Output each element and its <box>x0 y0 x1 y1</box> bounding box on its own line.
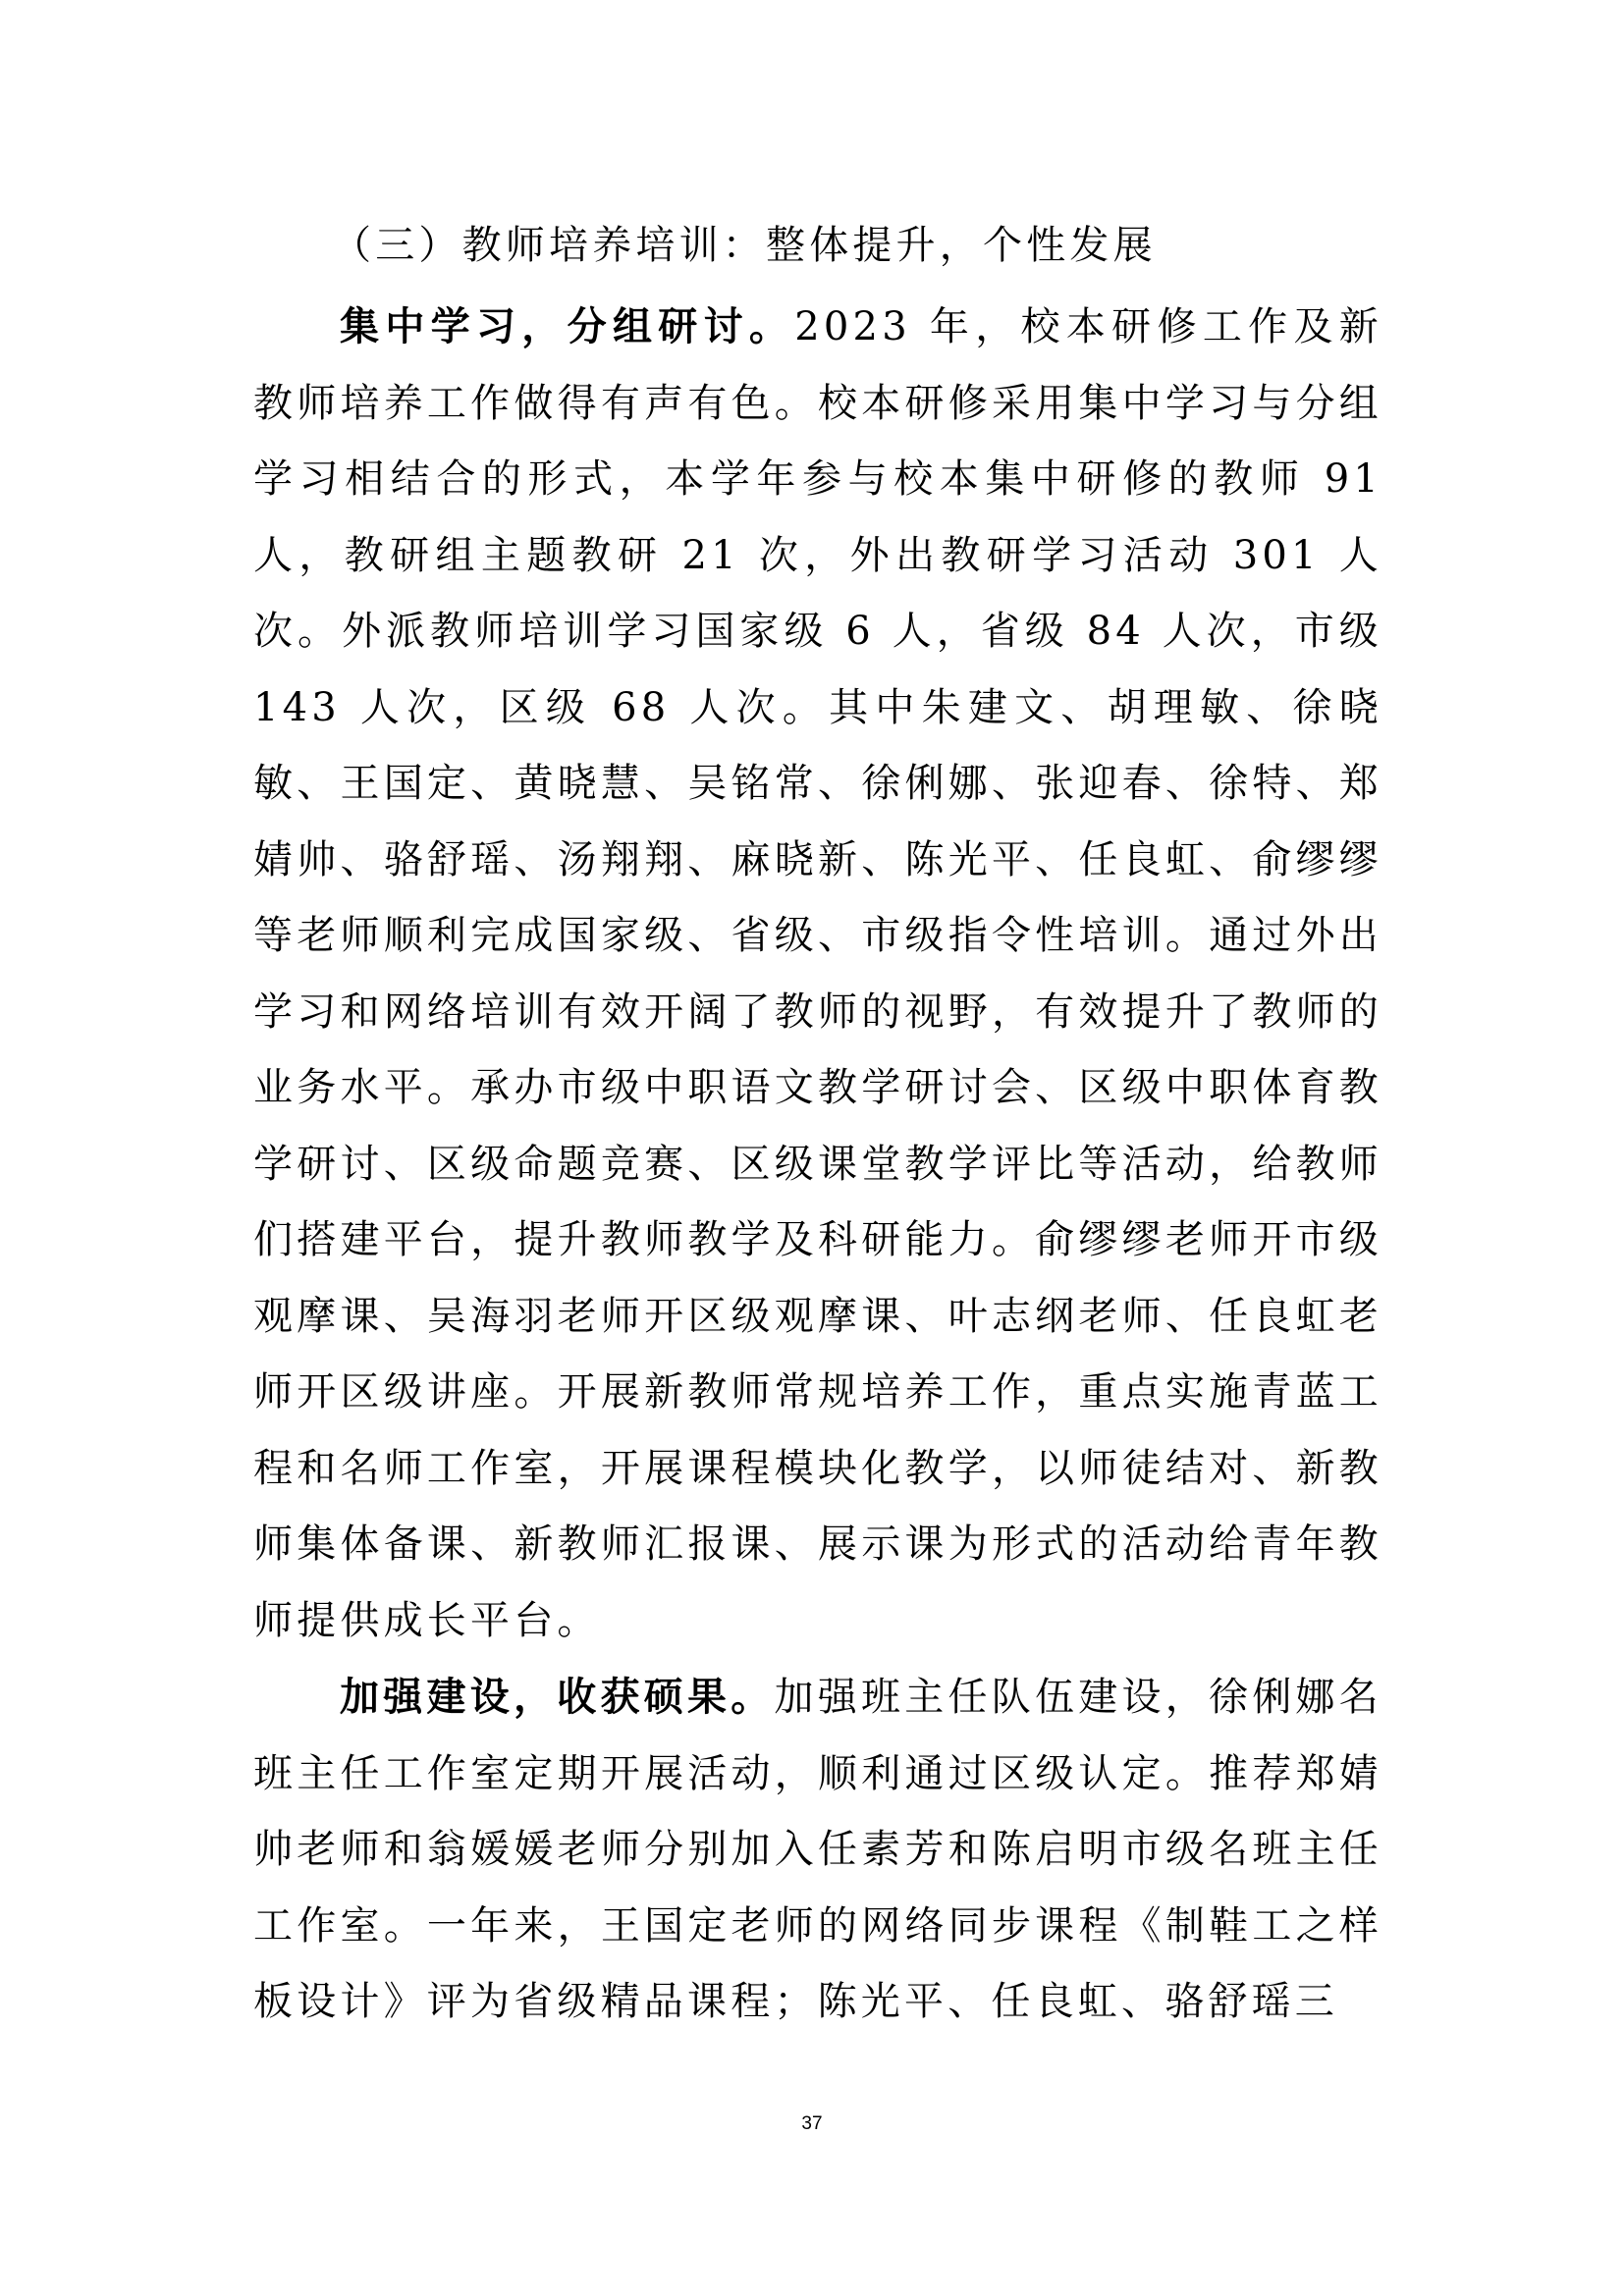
page-number: 37 <box>801 2113 823 2134</box>
paragraph-construction <box>253 1659 1382 2041</box>
paragraph-training <box>253 289 1382 1659</box>
section-heading: （三）教师培养培训：整体提升，个性发展 <box>332 223 1157 268</box>
paragraph-lead: 加强建设，收获硕果。 <box>340 1674 775 1720</box>
body-text <box>253 289 1382 2041</box>
paragraph-body: 加强班主任队伍建设，徐俐娜名班主任工作室定期开展活动，顺利通过区级认定。推荐郑婧帅老师和翁媛媛老师分别加入任素芳和陈启明市级名班主任工作室。一年来，王国定老师的网络同步课程《制鞋工之样板设计》评为省级精品课程；陈光平、任良虹、骆舒瑶三 <box>253 1675 1383 2024</box>
paragraph-lead: 集中学习，分组研讨。 <box>340 303 795 349</box>
paragraph-body: 2023 年，校本研修工作及新教师培养工作做得有声有色。校本研修采用集中学习与分组学习相结合的形式，本学年参与校本集中研修的教师 91 人，教研组主题教研 21 次，外出教研学习活动 301 人次。外派教师培训学习国家级 6 人，省级 84 人次，市级 143 人次，区级 68 人次。其中朱建文、胡理敏、徐晓敏、王国定、黄晓慧、吴铭常、徐俐娜、张迎春、徐特、郑婧帅、骆舒瑶、汤翔翔、麻晓新、陈光平、任良虹、俞缪缪等老师顺利完成国家级、省级、市级指令性培训。通过外出学习和网络培训有效开阔了教师的视野，有效提升了教师的业务水平。承办市级中职语文教学研讨会、区级中职体育教学研讨、区级命题竞赛、区级课堂教学评比等活动，给教师们搭建平台，提升教师教学及科研能力。俞缪缪老师开市级观摩课、吴海羽老师开区级观摩课、叶志纲老师、任良虹老师开区级讲座。开展新教师常规培养工作，重点实施青蓝工程和名师工作室，开展课程模块化教学，以师徒结对、新教师集体备课、新教师汇报课、展示课为形式的活动给青年教师提供成长平台。 <box>253 304 1383 1643</box>
